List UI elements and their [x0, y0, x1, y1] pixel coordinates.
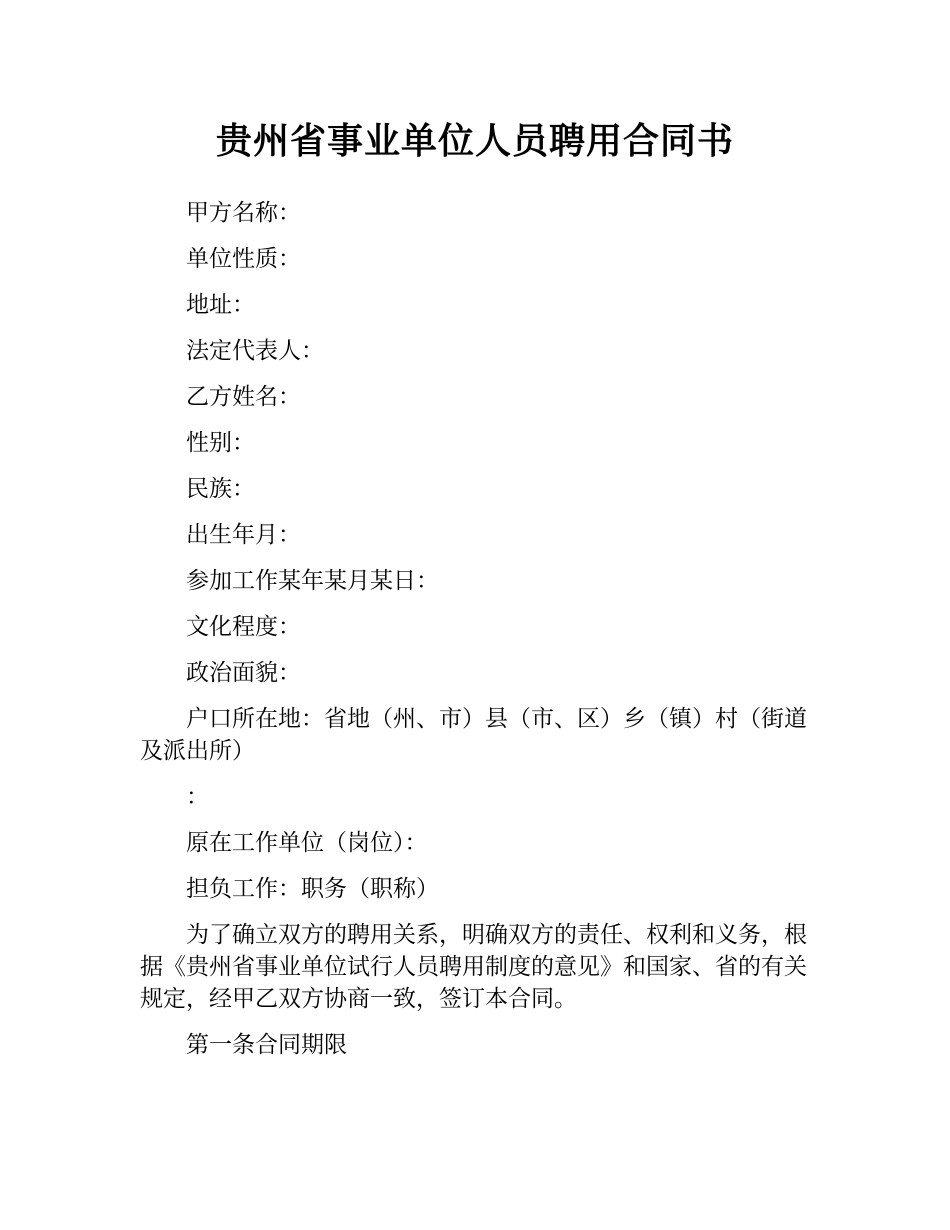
document-body	[140, 197, 820, 1075]
field-legal-representative: 法定代表人：	[186, 338, 324, 364]
field-gender: 性别：	[186, 430, 255, 456]
field-colon-line: ：	[186, 784, 209, 810]
preamble-paragraph: 为了确立双方的聘用关系，明确双方的责任、权利和义务，根据《贵州省事业单位试行人员聘用制度的意见》和国家、省的有关规定，经甲乙双方协商一致，签订本合同。	[140, 922, 807, 1012]
field-party-b-name: 乙方姓名：	[186, 384, 301, 410]
field-household-registration: 户口所在地：省地（州、市）县（市、区）乡（镇）村（街道及派出所）	[140, 706, 807, 764]
field-previous-employer: 原在工作单位（岗位）：	[186, 830, 428, 856]
article-one-heading: 第一条合同期限	[186, 1032, 347, 1058]
field-unit-nature: 单位性质：	[186, 246, 301, 272]
field-address: 地址：	[186, 292, 255, 318]
document-title: 贵州省事业单位人员聘用合同书	[215, 121, 734, 162]
field-ethnicity: 民族：	[186, 476, 255, 502]
field-work-start-date: 参加工作某年某月某日：	[186, 568, 439, 594]
field-birth-date: 出生年月：	[186, 522, 301, 548]
field-education: 文化程度：	[186, 614, 301, 640]
field-party-a-name: 甲方名称：	[186, 200, 301, 226]
field-duties: 担负工作：职务（职称）	[186, 876, 439, 902]
field-political-status: 政治面貌：	[186, 660, 301, 686]
